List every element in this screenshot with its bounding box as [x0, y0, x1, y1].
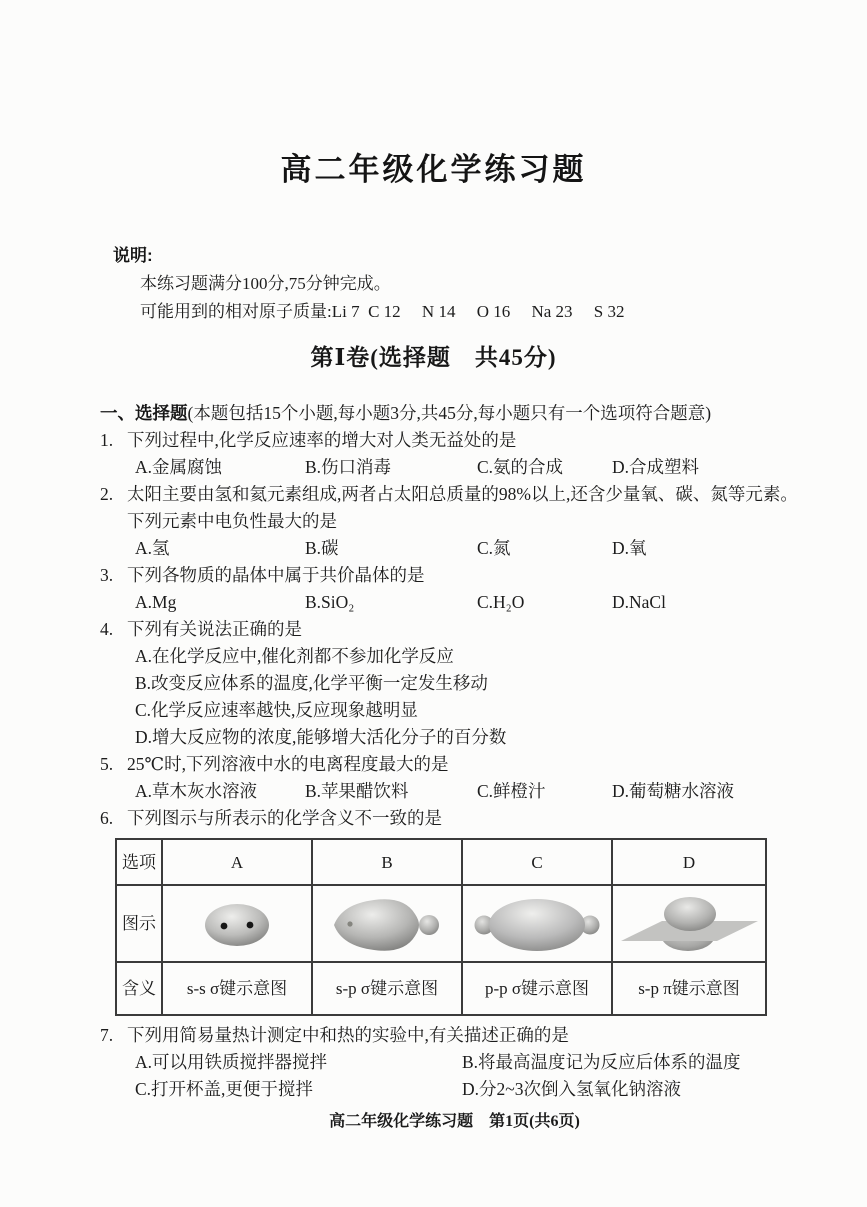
question-7 — [100, 1022, 809, 1103]
question-text: 下列图示与所表示的化学含义不一致的是 — [127, 808, 442, 828]
question-text-continued: 下列元素中电负性最大的是 — [127, 511, 337, 531]
option-b: B.伤口消毒 — [305, 457, 392, 477]
option-d: D.NaCl — [612, 592, 666, 612]
option-d: D.葡萄糖水溶液 — [612, 781, 735, 801]
table-row-label-diagram: 图示 — [116, 885, 162, 962]
question-number: 3. — [100, 565, 114, 585]
table-header-b: B — [312, 839, 462, 885]
question-text: 25℃时,下列溶液中水的电离程度最大的是 — [127, 754, 449, 774]
meaning-d: s-p π键示意图 — [612, 962, 766, 1015]
question-text: 太阳主要由氢和氦元素组成,两者占太阳总质量的98%以上,还含少量氧、碳、氮等元素。 — [127, 484, 798, 504]
question-3-options — [100, 589, 809, 616]
option-b: B.SiO₂ — [305, 592, 355, 612]
question-2-options — [100, 535, 809, 562]
option-a: A.可以用铁质搅拌器搅拌 — [135, 1052, 328, 1072]
question-text: 下列过程中,化学反应速率的增大对人类无益处的是 — [127, 430, 517, 450]
table-header-d: D — [612, 839, 766, 885]
question-1-options — [100, 454, 809, 481]
page-footer: 高二年级化学练习题 第1页(共6页) — [329, 1113, 580, 1130]
question-number: 4. — [100, 619, 114, 639]
meaning-b: s-p σ键示意图 — [312, 962, 462, 1015]
option-d: D.增大反应物的浓度,能够增大活化分子的百分数 — [135, 727, 507, 747]
option-c: C.氮 — [477, 538, 511, 558]
question-5 — [100, 751, 809, 805]
question-number: 6. — [100, 808, 114, 828]
question-5-options — [100, 778, 809, 805]
question-4-options — [100, 643, 809, 751]
question-number: 2. — [100, 484, 114, 504]
option-d: D.氧 — [612, 538, 647, 558]
question-4 — [100, 616, 809, 751]
option-a: A.在化学反应中,催化剂都不参加化学反应 — [135, 646, 454, 666]
table-header-a: A — [162, 839, 312, 885]
question-7-options-row-2 — [100, 1076, 809, 1103]
question-number: 7. — [100, 1025, 114, 1045]
option-b: B.将最高温度记为反应后体系的温度 — [462, 1052, 741, 1072]
p-p-sigma-orbital-icon — [467, 888, 607, 960]
table-row-label-meaning: 含义 — [116, 962, 162, 1015]
s-s-sigma-orbital-icon — [177, 891, 297, 957]
option-c: C.H₂O — [477, 592, 525, 612]
mcq-intro-note: (本题包括15个小题,每小题3分,共45分,每小题只有一个选项符合题意) — [187, 403, 712, 423]
meaning-a: s-s σ键示意图 — [162, 962, 312, 1015]
mcq-intro-title: 一、选择题 — [100, 403, 188, 423]
question-1 — [100, 427, 809, 481]
option-c: C.打开杯盖,更便于搅拌 — [135, 1079, 313, 1099]
s-p-sigma-orbital-icon — [322, 888, 452, 960]
table-header-c: C — [462, 839, 612, 885]
option-d: D.分2~3次倒入氢氧化钠溶液 — [462, 1079, 681, 1099]
option-b: B.碳 — [305, 538, 339, 558]
option-a: A.金属腐蚀 — [135, 457, 223, 477]
table-row-label-option: 选项 — [116, 839, 162, 885]
question-text: 下列有关说法正确的是 — [127, 619, 302, 639]
option-d: D.合成塑料 — [612, 457, 700, 477]
option-a: A.草木灰水溶液 — [135, 781, 258, 801]
page-title: 高二年级化学练习题 — [280, 152, 587, 187]
question-text: 下列各物质的晶体中属于共价晶体的是 — [127, 565, 425, 585]
option-a: A.氢 — [135, 538, 170, 558]
option-c: C.鲜橙汁 — [477, 781, 546, 801]
option-a: A.Mg — [135, 592, 177, 612]
q6-orbital-table — [115, 838, 767, 1016]
question-2 — [100, 481, 809, 562]
option-b: B.改变反应体系的温度,化学平衡一定发生移动 — [135, 673, 488, 693]
question-number: 5. — [100, 754, 114, 774]
question-text: 下列用简易量热计测定中和热的实验中,有关描述正确的是 — [127, 1025, 569, 1045]
s-p-pi-orbital-icon — [615, 888, 763, 960]
mcq-intro — [100, 400, 809, 427]
multiple-choice-section — [100, 400, 809, 1133]
question-3 — [100, 562, 809, 616]
instructions-heading: 说明: — [113, 246, 153, 265]
instructions-block — [113, 242, 867, 326]
instruction-line-score: 本练习题满分100分,75分钟完成。 — [140, 274, 391, 293]
question-7-options-row-1 — [100, 1049, 809, 1076]
instruction-line-atomic-masses: 可能用到的相对原子质量:Li 7 C 12 N 14 O 16 Na 23 S 32 — [140, 302, 625, 321]
section-1-heading: 第Ⅰ卷(选择题 共45分) — [310, 345, 557, 370]
option-b: B.苹果醋饮料 — [305, 781, 409, 801]
question-number: 1. — [100, 430, 114, 450]
meaning-c: p-p σ键示意图 — [462, 962, 612, 1015]
option-c: C.化学反应速率越快,反应现象越明显 — [135, 700, 418, 720]
question-6 — [100, 805, 809, 1016]
option-c: C.氨的合成 — [477, 457, 564, 477]
